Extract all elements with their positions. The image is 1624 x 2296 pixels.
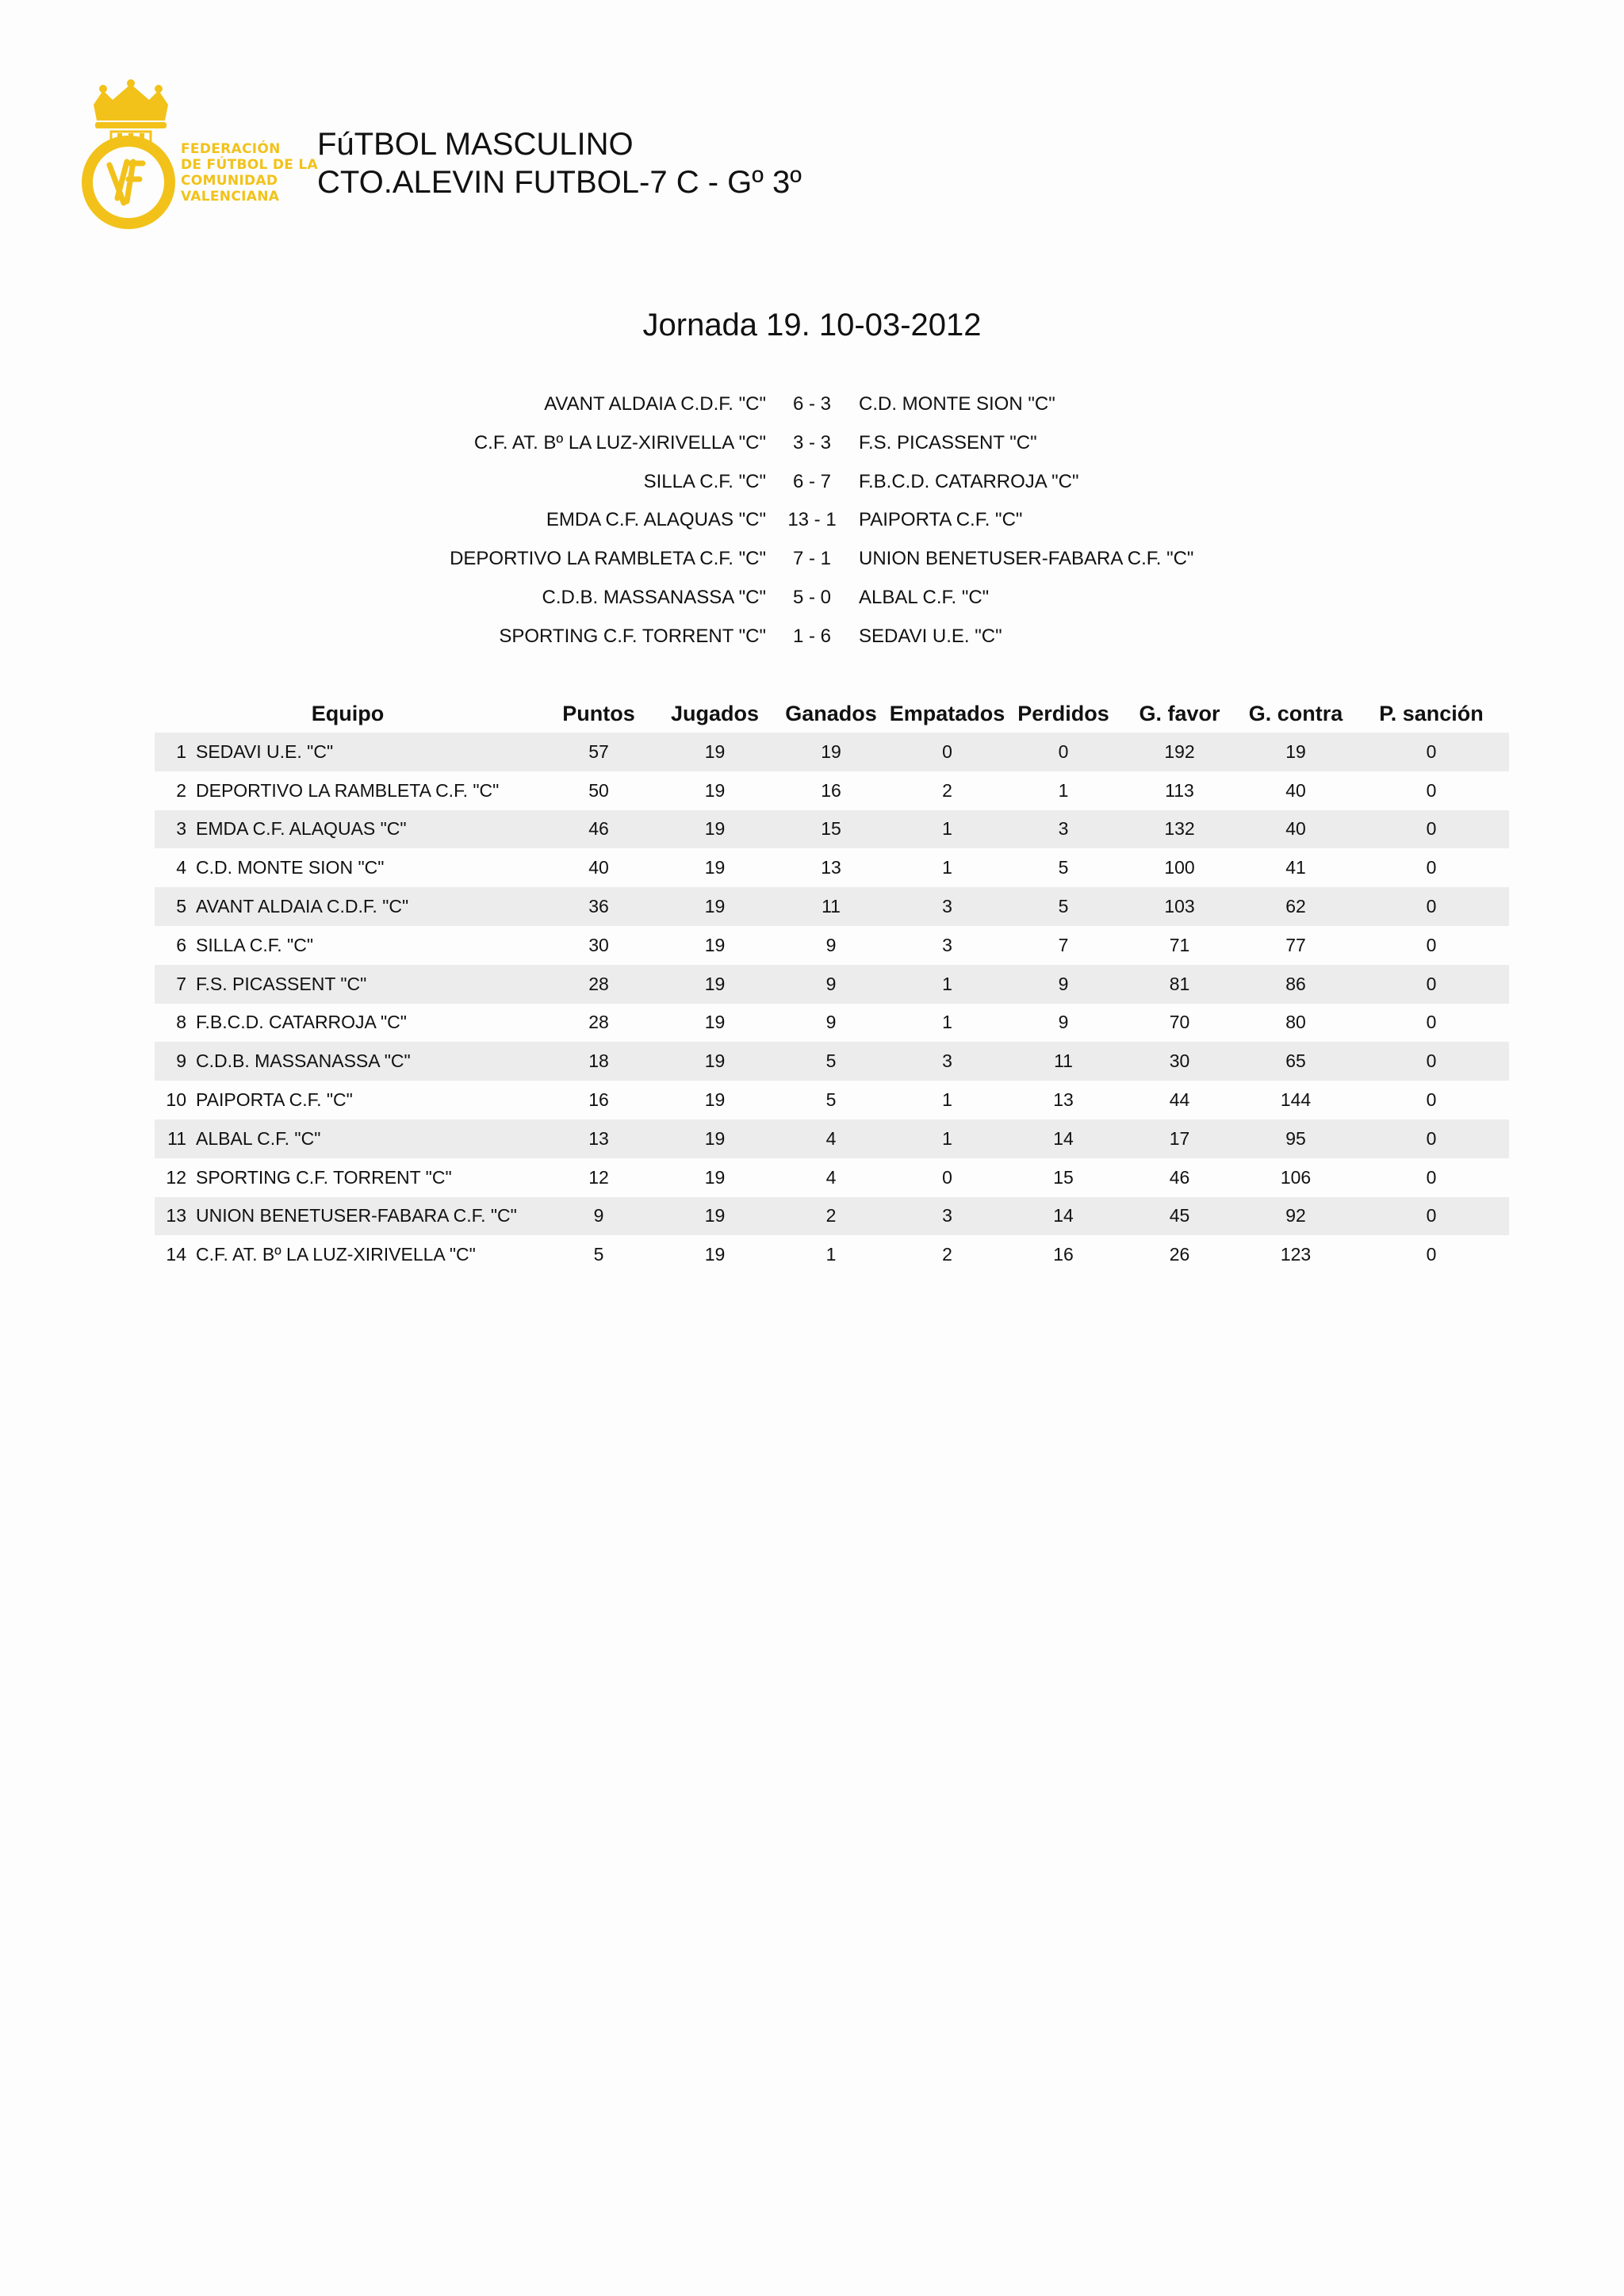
drawn-cell: 2 [942, 1244, 952, 1265]
result-row [0, 540, 1624, 579]
position-cell: 3 [176, 818, 186, 840]
goals-against-cell: 86 [1285, 973, 1306, 994]
goals-against-cell: 62 [1285, 896, 1306, 917]
team-name-cell: SPORTING C.F. TORRENT "C" [196, 1166, 452, 1188]
penalty-points-cell: 0 [1426, 740, 1437, 762]
col-header-jugados: Jugados [671, 701, 760, 725]
away-team: F.S. PICASSENT "C" [859, 431, 1037, 453]
penalty-points-cell: 0 [1426, 1089, 1437, 1111]
played-cell: 19 [704, 818, 726, 840]
competition-subtitle: CTO.ALEVIN FUTBOL-7 C - Gº 3º [317, 165, 802, 200]
position-cell: 4 [176, 857, 186, 878]
result-row [0, 501, 1624, 540]
position-cell: 6 [176, 934, 186, 955]
match-score: 6 - 7 [792, 470, 832, 492]
goals-for-cell: 81 [1169, 973, 1190, 994]
position-cell: 5 [176, 896, 186, 917]
match-results [0, 385, 1624, 656]
table-row [155, 926, 1509, 965]
lost-cell: 0 [1058, 740, 1069, 762]
goals-for-cell: 46 [1169, 1166, 1190, 1188]
home-team: C.D.B. MASSANASSA "C" [542, 586, 766, 608]
team-name-cell: SILLA C.F. "C" [196, 934, 313, 955]
result-row [0, 618, 1624, 656]
points-cell: 12 [588, 1166, 609, 1188]
points-cell: 28 [588, 1012, 609, 1033]
penalty-points-cell: 0 [1426, 1205, 1437, 1226]
penalty-points-cell: 0 [1426, 857, 1437, 878]
col-header-puntos-sancion: P. sanción [1379, 701, 1484, 725]
goals-for-cell: 192 [1164, 740, 1195, 762]
played-cell: 19 [704, 1089, 726, 1111]
points-cell: 30 [588, 934, 609, 955]
drawn-cell: 3 [942, 1050, 952, 1072]
lost-cell: 16 [1053, 1244, 1074, 1265]
won-cell: 9 [825, 973, 837, 994]
team-name-cell: C.D. MONTE SION "C" [196, 857, 385, 878]
won-cell: 11 [822, 896, 841, 917]
home-team: C.F. AT. Bº LA LUZ-XIRIVELLA "C" [473, 431, 766, 453]
points-cell: 16 [588, 1089, 609, 1111]
crest-icon [79, 79, 182, 238]
home-team: AVANT ALDAIA C.D.F. "C" [544, 393, 766, 415]
won-cell: 4 [825, 1166, 837, 1188]
home-team: EMDA C.F. ALAQUAS "C" [546, 509, 766, 531]
table-header-row [155, 695, 1509, 733]
table-row [155, 810, 1509, 849]
goals-for-cell: 45 [1169, 1205, 1190, 1226]
lost-cell: 7 [1058, 934, 1069, 955]
drawn-cell: 3 [942, 1205, 952, 1226]
penalty-points-cell: 0 [1426, 973, 1437, 994]
col-header-empatados: Empatados [889, 701, 1005, 725]
drawn-cell: 1 [942, 818, 952, 840]
points-cell: 9 [593, 1205, 604, 1226]
lost-cell: 14 [1053, 1127, 1074, 1149]
standings-body [155, 733, 1509, 1274]
table-row [155, 1004, 1509, 1043]
page-title: FúTBOL MASCULINO [317, 127, 634, 162]
table-row [155, 733, 1509, 771]
lost-cell: 9 [1058, 973, 1069, 994]
result-row [0, 579, 1624, 618]
won-cell: 9 [825, 1012, 837, 1033]
goals-against-cell: 95 [1285, 1127, 1306, 1149]
standings-table [155, 695, 1509, 1274]
home-team: SPORTING C.F. TORRENT "C" [499, 625, 766, 647]
away-team: UNION BENETUSER-FABARA C.F. "C" [859, 548, 1194, 570]
col-header-goles-contra: G. contra [1248, 701, 1343, 725]
played-cell: 19 [704, 1127, 726, 1149]
won-cell: 4 [825, 1127, 837, 1149]
away-team: C.D. MONTE SION "C" [859, 393, 1055, 415]
position-cell: 8 [176, 1012, 186, 1033]
position-cell: 11 [167, 1127, 186, 1149]
goals-against-cell: 77 [1285, 934, 1306, 955]
position-cell: 12 [166, 1166, 186, 1188]
position-cell: 2 [176, 779, 186, 801]
drawn-cell: 1 [942, 973, 952, 994]
played-cell: 19 [704, 740, 726, 762]
lost-cell: 3 [1058, 818, 1069, 840]
points-cell: 18 [588, 1050, 609, 1072]
penalty-points-cell: 0 [1426, 1012, 1437, 1033]
team-name-cell: ALBAL C.F. "C" [196, 1127, 321, 1149]
federation-logo [79, 79, 318, 238]
team-name-cell: F.S. PICASSENT "C" [196, 973, 367, 994]
table-row [155, 887, 1509, 926]
played-cell: 19 [704, 934, 726, 955]
position-cell: 9 [176, 1050, 186, 1072]
table-row [155, 771, 1509, 810]
drawn-cell: 3 [942, 934, 952, 955]
won-cell: 19 [821, 740, 841, 762]
played-cell: 19 [704, 1244, 726, 1265]
won-cell: 2 [825, 1205, 837, 1226]
away-team: PAIPORTA C.F. "C" [859, 509, 1023, 531]
goals-for-cell: 30 [1169, 1050, 1190, 1072]
drawn-cell: 2 [942, 779, 952, 801]
points-cell: 5 [593, 1244, 604, 1265]
lost-cell: 13 [1053, 1089, 1074, 1111]
match-score: 1 - 6 [792, 625, 832, 647]
points-cell: 40 [588, 857, 609, 878]
goals-against-cell: 40 [1285, 818, 1306, 840]
goals-against-cell: 41 [1285, 857, 1306, 878]
team-name-cell: UNION BENETUSER-FABARA C.F. "C" [196, 1205, 517, 1226]
points-cell: 36 [588, 896, 609, 917]
goals-against-cell: 123 [1280, 1244, 1312, 1265]
lost-cell: 9 [1058, 1012, 1069, 1033]
table-row [155, 965, 1509, 1004]
goals-against-cell: 19 [1285, 740, 1306, 762]
goals-for-cell: 44 [1169, 1089, 1190, 1111]
drawn-cell: 1 [942, 1089, 952, 1111]
team-name-cell: PAIPORTA C.F. "C" [196, 1089, 353, 1111]
goals-against-cell: 106 [1280, 1166, 1312, 1188]
penalty-points-cell: 0 [1426, 934, 1437, 955]
home-team: SILLA C.F. "C" [643, 470, 766, 492]
goals-for-cell: 113 [1165, 779, 1194, 801]
goals-against-cell: 40 [1285, 779, 1306, 801]
col-header-goles-favor: G. favor [1139, 701, 1220, 725]
won-cell: 5 [825, 1089, 837, 1111]
goals-for-cell: 100 [1164, 857, 1195, 878]
lost-cell: 5 [1058, 857, 1069, 878]
col-header-equipo: Equipo [311, 701, 385, 725]
played-cell: 19 [704, 779, 726, 801]
drawn-cell: 3 [942, 896, 952, 917]
won-cell: 13 [821, 857, 841, 878]
col-header-perdidos: Perdidos [1017, 701, 1109, 725]
points-cell: 28 [588, 973, 609, 994]
drawn-cell: 1 [942, 1012, 952, 1033]
drawn-cell: 0 [942, 1166, 952, 1188]
table-row [155, 1042, 1509, 1081]
played-cell: 19 [704, 1166, 726, 1188]
position-cell: 1 [176, 740, 186, 762]
position-cell: 7 [176, 973, 186, 994]
position-cell: 10 [166, 1089, 186, 1111]
table-row [155, 1158, 1509, 1197]
lost-cell: 15 [1053, 1166, 1074, 1188]
won-cell: 1 [825, 1244, 837, 1265]
team-name-cell: SEDAVI U.E. "C" [196, 740, 334, 762]
played-cell: 19 [704, 973, 726, 994]
goals-for-cell: 70 [1169, 1012, 1190, 1033]
lost-cell: 11 [1054, 1050, 1073, 1072]
won-cell: 16 [821, 779, 841, 801]
penalty-points-cell: 0 [1426, 818, 1437, 840]
won-cell: 9 [825, 934, 837, 955]
match-score: 5 - 0 [792, 586, 832, 608]
col-header-ganados: Ganados [785, 701, 877, 725]
match-score: 6 - 3 [792, 393, 832, 415]
team-name-cell: AVANT ALDAIA C.D.F. "C" [196, 896, 409, 917]
goals-against-cell: 92 [1285, 1205, 1306, 1226]
goals-for-cell: 71 [1169, 934, 1190, 955]
played-cell: 19 [704, 1205, 726, 1226]
played-cell: 19 [704, 857, 726, 878]
points-cell: 13 [588, 1127, 609, 1149]
goals-for-cell: 26 [1169, 1244, 1190, 1265]
table-row [155, 1119, 1509, 1158]
goals-for-cell: 103 [1164, 896, 1195, 917]
won-cell: 15 [821, 818, 841, 840]
table-row [155, 848, 1509, 887]
goals-against-cell: 144 [1280, 1089, 1312, 1111]
table-row [155, 1197, 1509, 1236]
match-score: 7 - 1 [792, 548, 832, 570]
goals-against-cell: 80 [1285, 1012, 1306, 1033]
team-name-cell: F.B.C.D. CATARROJA "C" [196, 1012, 407, 1033]
goals-against-cell: 65 [1285, 1050, 1306, 1072]
won-cell: 5 [825, 1050, 837, 1072]
table-row [155, 1235, 1509, 1274]
team-name-cell: DEPORTIVO LA RAMBLETA C.F. "C" [196, 779, 500, 801]
penalty-points-cell: 0 [1426, 1244, 1437, 1265]
away-team: ALBAL C.F. "C" [859, 586, 990, 608]
drawn-cell: 0 [942, 740, 952, 762]
lost-cell: 1 [1058, 779, 1069, 801]
played-cell: 19 [704, 1050, 726, 1072]
penalty-points-cell: 0 [1426, 779, 1437, 801]
penalty-points-cell: 0 [1426, 896, 1437, 917]
points-cell: 46 [588, 818, 609, 840]
team-name-cell: C.F. AT. Bº LA LUZ-XIRIVELLA "C" [196, 1244, 476, 1265]
team-name-cell: C.D.B. MASSANASSA "C" [196, 1050, 411, 1072]
away-team: SEDAVI U.E. "C" [859, 625, 1002, 647]
away-team: F.B.C.D. CATARROJA "C" [859, 470, 1079, 492]
position-cell: 13 [166, 1205, 186, 1226]
home-team: DEPORTIVO LA RAMBLETA C.F. "C" [450, 548, 766, 570]
drawn-cell: 1 [942, 857, 952, 878]
points-cell: 57 [588, 740, 609, 762]
lost-cell: 5 [1058, 896, 1069, 917]
played-cell: 19 [704, 896, 726, 917]
penalty-points-cell: 0 [1426, 1127, 1437, 1149]
team-name-cell: EMDA C.F. ALAQUAS "C" [196, 818, 407, 840]
matchday-heading: Jornada 19. 10-03-2012 [642, 308, 982, 342]
match-score: 3 - 3 [792, 431, 832, 453]
played-cell: 19 [704, 1012, 726, 1033]
result-row [0, 424, 1624, 463]
lost-cell: 14 [1053, 1205, 1074, 1226]
result-row [0, 463, 1624, 502]
position-cell: 14 [166, 1244, 186, 1265]
drawn-cell: 1 [942, 1127, 952, 1149]
result-row [0, 385, 1624, 424]
penalty-points-cell: 0 [1426, 1166, 1437, 1188]
match-score: 13 - 1 [787, 509, 837, 531]
penalty-points-cell: 0 [1426, 1050, 1437, 1072]
goals-for-cell: 17 [1169, 1127, 1190, 1149]
points-cell: 50 [588, 779, 609, 801]
logo-wordmark: FEDERACIÓN DE FÚTBOL DE LA COMUNIDAD VALENCIANA [181, 141, 318, 205]
goals-for-cell: 132 [1164, 818, 1195, 840]
table-row [155, 1081, 1509, 1119]
col-header-puntos: Puntos [562, 701, 635, 725]
